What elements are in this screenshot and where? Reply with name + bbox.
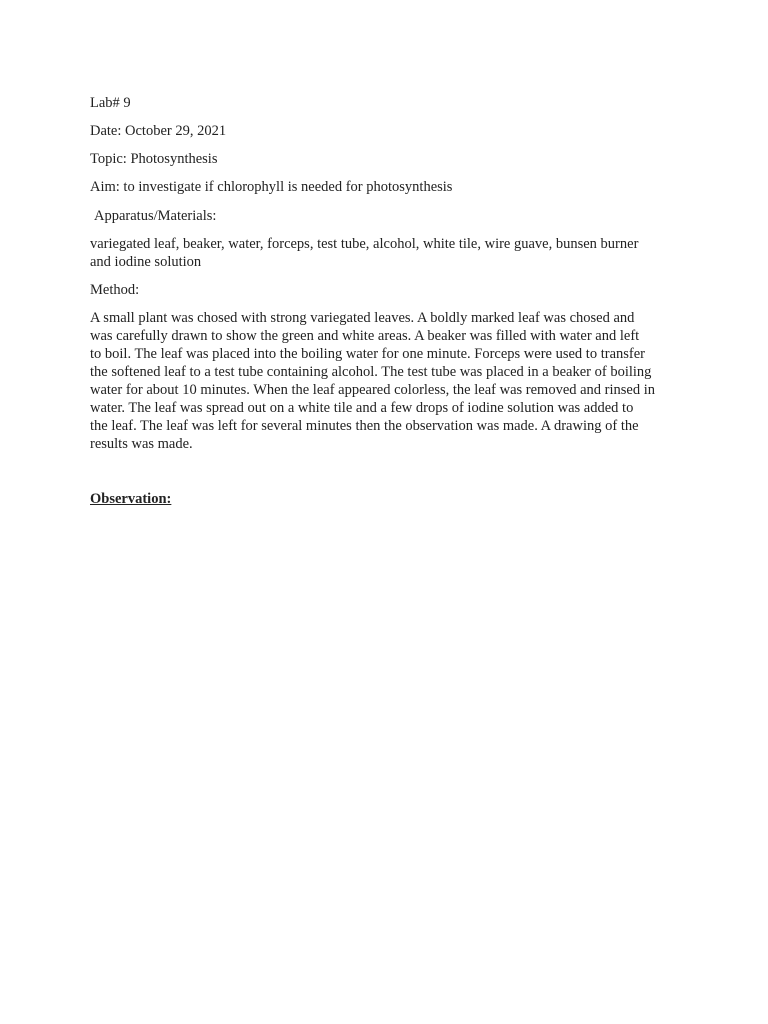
date-line: Date: October 29, 2021 bbox=[90, 123, 227, 139]
apparatus-heading: Apparatus/Materials: bbox=[94, 208, 217, 224]
method-heading: Method: bbox=[90, 282, 140, 298]
method-line: the leaf. The leaf was left for several minutes then the observation was made. A drawing of the bbox=[90, 418, 639, 434]
apparatus-line: and iodine solution bbox=[90, 254, 202, 270]
method-line: A small plant was chosed with strong variegated leaves. A boldly marked leaf was chosed and bbox=[90, 310, 635, 326]
method-line: water. The leaf was spread out on a white tile and a few drops of iodine solution was added to bbox=[90, 400, 634, 416]
method-paragraph bbox=[90, 309, 690, 453]
topic-line: Topic: Photosynthesis bbox=[90, 151, 218, 167]
method-line: water for about 10 minutes. When the leaf appeared colorless, the leaf was removed and rinsed in bbox=[90, 382, 656, 398]
method-line: results was made. bbox=[90, 436, 193, 452]
observation-heading: Observation: bbox=[90, 491, 172, 507]
apparatus-list bbox=[90, 235, 690, 271]
lab-number: Lab# 9 bbox=[90, 95, 131, 111]
aim-line: Aim: to investigate if chlorophyll is needed for photosynthesis bbox=[90, 179, 453, 195]
method-line: the softened leaf to a test tube containing alcohol. The test tube was placed in a beaker of boiling bbox=[90, 364, 652, 380]
method-line: to boil. The leaf was placed into the boiling water for one minute. Forceps were used to transfer bbox=[90, 346, 645, 362]
method-line: was carefully drawn to show the green and white areas. A beaker was filled with water and left bbox=[90, 328, 640, 344]
apparatus-line: variegated leaf, beaker, water, forceps, test tube, alcohol, white tile, wire guave, bunsen burner bbox=[90, 236, 639, 252]
